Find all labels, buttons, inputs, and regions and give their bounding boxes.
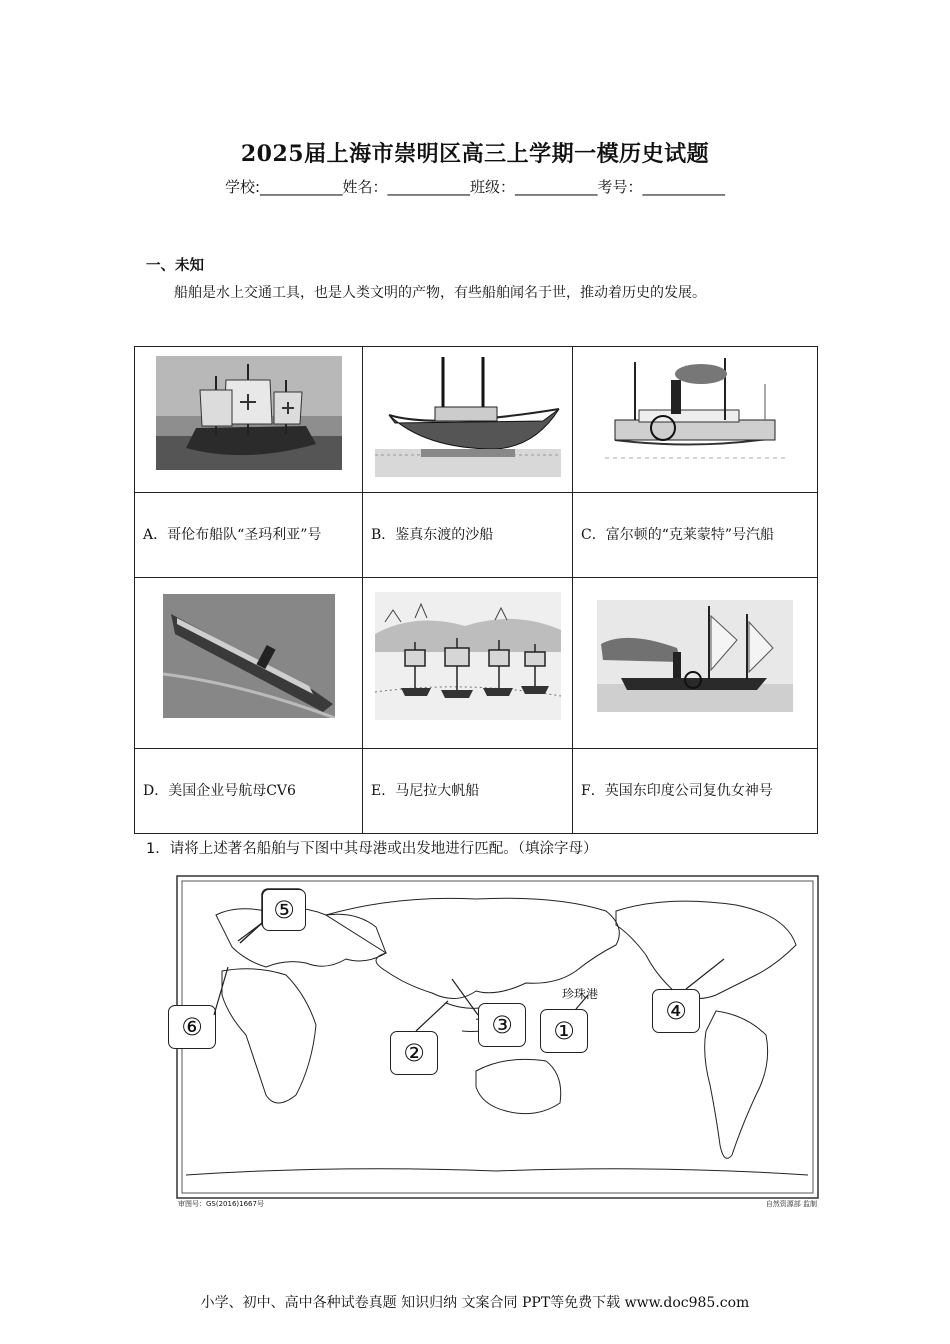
- ships-table: [134, 346, 818, 834]
- sand-ship-image: [375, 349, 561, 477]
- ship-label-c: C．富尔顿的“克莱蒙特”号汽船: [573, 493, 818, 578]
- map-caption-right: 自然资源部 监制: [765, 1200, 817, 1208]
- marker-6: ⑥: [168, 1005, 216, 1049]
- aircraft-carrier-image: [163, 594, 335, 718]
- marker-2: ②: [390, 1031, 438, 1075]
- page-title: 2025届上海市崇明区高三上学期一模历史试题: [240, 141, 710, 167]
- marker-4: ④: [652, 989, 700, 1033]
- marker-3: ③: [478, 1003, 526, 1047]
- ship-image-e: [363, 578, 573, 749]
- ship-image-d: [135, 578, 363, 749]
- section-heading: 一、未知: [146, 258, 204, 274]
- manila-galleon-image: [375, 592, 561, 720]
- nemesis-steamship-image: [597, 600, 793, 712]
- student-info-line: 学校:___________姓名：___________班级：___________考号：___________: [224, 178, 726, 196]
- ship-image-c: [573, 347, 818, 493]
- ship-image-f: [573, 578, 818, 749]
- callout-leaders: [176, 875, 819, 1205]
- ship-image-a: [135, 347, 363, 493]
- map-caption-left: 审图号：GS(2016)1667号: [178, 1200, 264, 1208]
- marker-5: ⑤: [262, 889, 306, 931]
- caravel-image: [156, 356, 342, 470]
- question-1: 1．请将上述著名船舶与下图中其母港或出发地进行匹配。（填涂字母）: [146, 841, 598, 857]
- ship-image-b: [363, 347, 573, 493]
- ship-label-f: F．英国东印度公司复仇女神号: [573, 749, 818, 834]
- ship-label-e: E．马尼拉大帆船: [363, 749, 573, 834]
- steamboat-image: [605, 354, 785, 472]
- page-footer: 小学、初中、高中各种试卷真题 知识归纳 文案合同 PPT等免费下载 www.doc985.com: [200, 1295, 750, 1311]
- intro-paragraph: 船舶是水上交通工具，也是人类文明的产物，有些船舶闻名于世，推动着历史的发展。: [174, 285, 706, 301]
- marker-1: ①: [540, 1009, 588, 1053]
- ship-label-a: A．哥伦布船队“圣玛利亚”号: [135, 493, 363, 578]
- ship-label-b: B．鉴真东渡的沙船: [363, 493, 573, 578]
- ship-label-d: D．美国企业号航母CV6: [135, 749, 363, 834]
- world-map: [176, 875, 819, 1208]
- pearl-harbor-label: 珍珠港: [562, 987, 599, 1001]
